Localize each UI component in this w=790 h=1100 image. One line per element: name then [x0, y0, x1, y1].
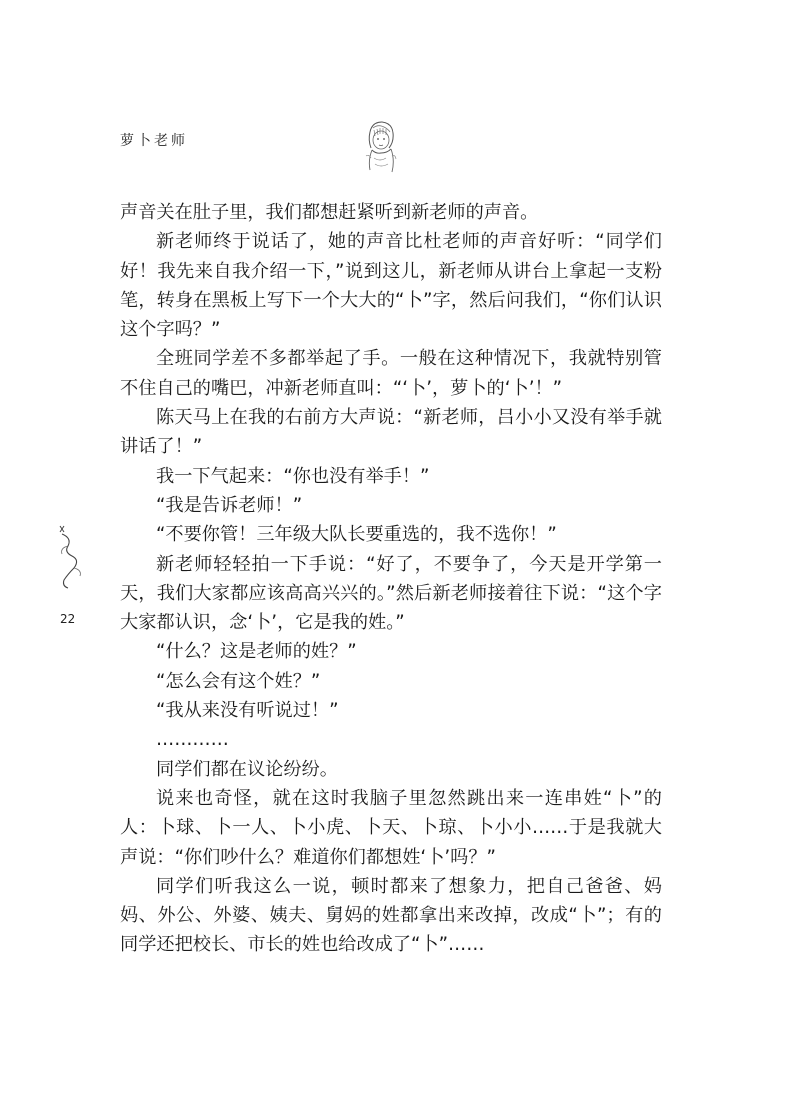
paragraph-2: 新老师终于说话了，她的声音比杜老师的声音好听：“同学们好！我先来自我介绍一下，”说到这儿，新老师从讲台上拿起一支粉笔，转身在黑板上写下一个大大的“卜”字，然后问我们，“你们认识这个字吗？”: [120, 231, 662, 341]
paragraph-12: …………: [156, 729, 229, 751]
paragraph-13: 同学们都在议论纷纷。: [156, 758, 338, 780]
paragraph-8: 新老师轻轻拍一下手说：“好了，不要争了，今天是开学第一天，我们大家都应该高高兴兴的。”然后新老师接着往下说：“这个字大家都认识，念‘卜’，它是我的姓。”: [120, 553, 662, 634]
running-header-title: 萝卜老师: [120, 133, 188, 149]
paragraph-5: 我一下气起来：“你也没有举手！”: [156, 465, 430, 487]
paragraph-15: 同学们听我这么一说，顿时都来了想象力，把自己爸爸、妈妈、外公、外婆、姨夫、舅妈的姓都拿出来改掉，改成“卜”；有的同学还把校长、市长的姓也给改成了“卜”……: [120, 875, 662, 956]
paragraph-4: 陈天马上在我的右前方大声说：“新老师，吕小小又没有举手就讲话了！”: [120, 407, 662, 458]
paragraph-7: “不要你管！三年级大队长要重选的，我不选你！”: [156, 524, 557, 546]
girl-portrait-illustration: [360, 118, 400, 176]
paragraph-6: “我是告诉老师！”: [156, 494, 303, 516]
paragraph-3: 全班同学差不多都举起了手。一般在这种情况下，我就特别管不住自己的嘴巴，冲新老师直叫：“‘卜’，萝卜的‘卜’！”: [120, 348, 662, 399]
paragraph-14: 说来也奇怪，就在这时我脑子里忽然跳出来一连串姓“卜”的人：卜球、卜一人、卜小虎、卜天、卜琼、卜小小……于是我就大声说：“你们吵什么？难道你们都想姓‘卜’吗？”: [120, 787, 662, 868]
body-text: [120, 198, 662, 960]
swirl-ornament-icon: [54, 522, 86, 592]
page-number: 22: [60, 612, 76, 626]
paragraph-1: 声音关在肚子里，我们都想赶紧听到新老师的声音。: [120, 202, 539, 223]
paragraph-11: “我从来没有听说过！”: [156, 700, 339, 722]
paragraph-10: “怎么会有这个姓？”: [156, 670, 321, 692]
paragraph-9: “什么？这是老师的姓？”: [156, 641, 357, 663]
